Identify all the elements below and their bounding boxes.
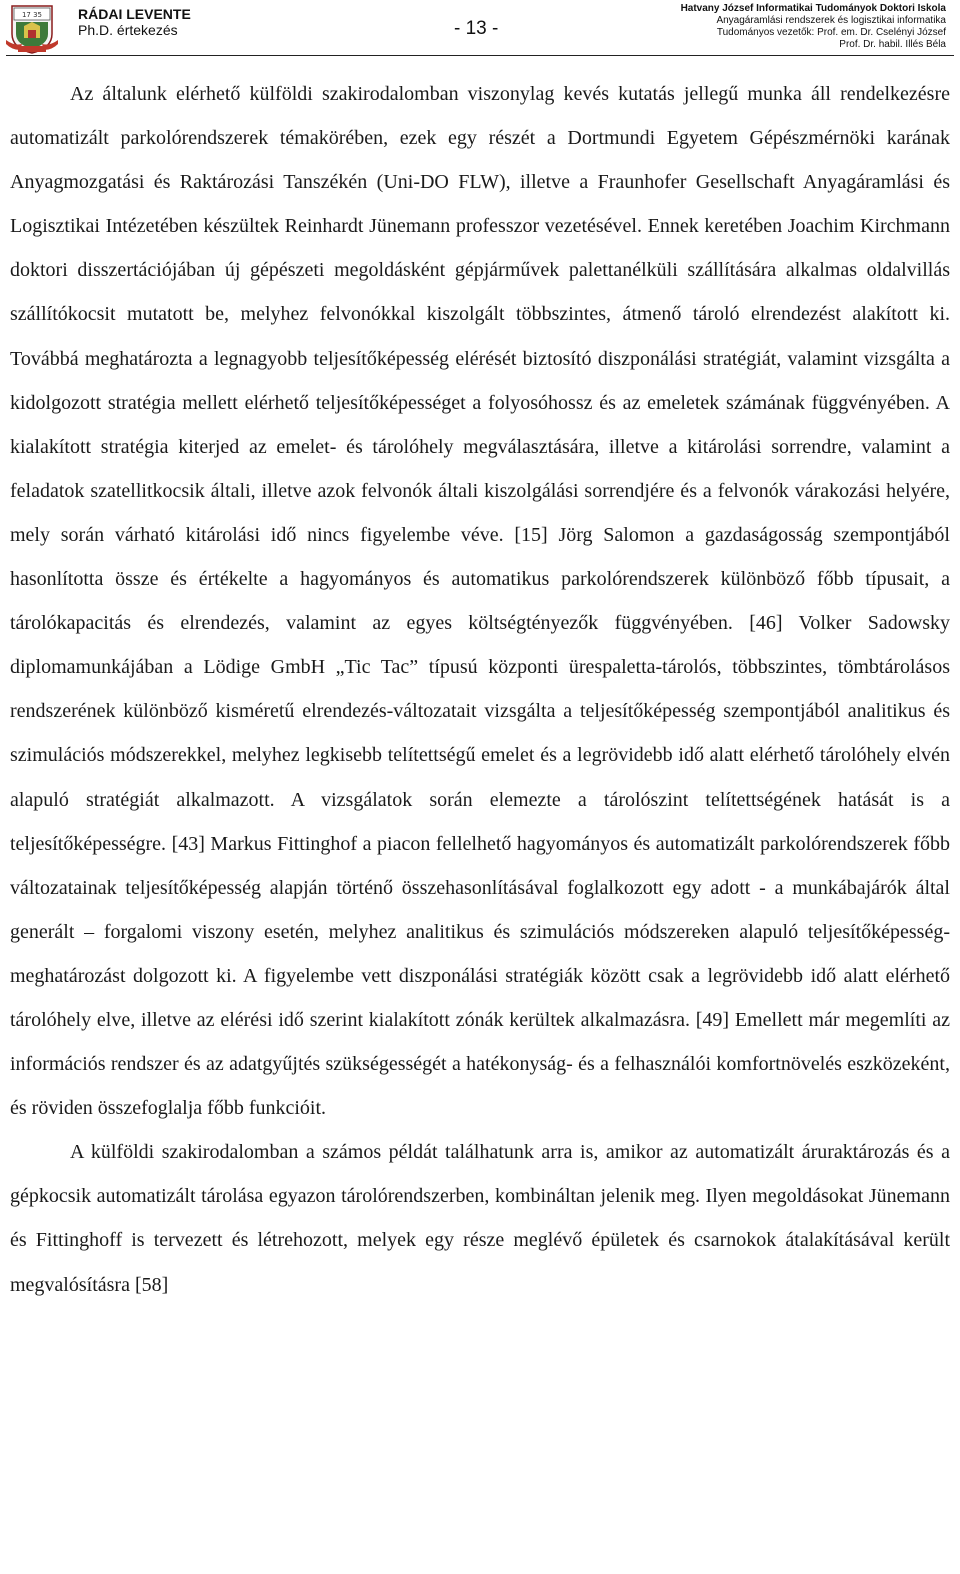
header-divider: [6, 55, 954, 56]
program-name: Anyagáramlási rendszerek és logisztikai informatika: [716, 15, 946, 26]
university-crest-icon: [4, 4, 60, 54]
paragraph: A külföldi szakirodalomban a számos példát találhatunk arra is, amikor az automatizált áruraktározás és a gépkocsik automatizált tárolása egyazon tárolórendszerben, kombináltan jelenik meg. Ilyen megoldásokat Jünemann és Fittinghoff is tervezett és létrehozott, melyek egy része meglévő épületek és csarnokok átalakításával került megvalósításra [58]: [10, 1141, 950, 1296]
paragraph: Az általunk elérhető külföldi szakirodalomban viszonylag kevés kutatás jellegű munka áll rendelkezésre automatizált parkolórendszerek témakörében, ezek egy részét a Dortmundi Egyetem Gépészmérnöki karának Anyagmozgatási és Raktározási Tanszékén (Uni-DO FLW), illetve a Fraunhofer Gesellschaft Anyagáramlási és Logisztikai Intézetében készültek Reinhardt Jünemann professzor vezetésével. Ennek keretében Joachim Kirchmann doktori disszertációjában új gépészeti megoldásként gépjárművek palettanélküli szállítására alkalmas oldalvillás szállítókocsit mutatott be, melyhez felvonókkal kiszolgált többszintes, átmenő tároló elrendezést alakított ki. Továbbá meghatározta a legnagyobb teljesítőképesség elérését biztosító diszponálási stratégiát, valamint vizsgálta a kidolgozott stratégia mellett elérhető teljesítőképességet a folyosóhossz és az emeletek számának függvényében. A kialakított stratégia kiterjed az emelet- és tárolóhely megválasztására, illetve a kitárolási sorrendre, valamint a feladatok szatellitkocsik általi, illetve azok felvonók általi kiszolgálási sorrendjére és a felvonók várakozási helyére, mely során várható kitárolási idő nincs figyelembe véve. [15] Jörg Salomon a gazdaságosság szempontjából hasonlította össze és értékelte a hagyományos és automatikus parkolórendszerek különböző főbb típusait, a tárolókapacitás és elrendezés, valamint az egyes költségtényezők függvényében. [46] Volker Sadowsky diplomamunkájában a Lödige GmbH „Tic Tac” típusú központi ürespaletta-tárolós, többszintes, tömbtárolásos rendszerének különböző kisméretű elrendezés-változatait vizsgálta a teljesítőképesség szempontjából analitikus és szimulációs módszerekkel, melyhez legkisebb telítettségű emelet és a legrövidebb idő alatt elérhető tárolóhely elvén alapuló stratégiát alkalmazott. A vizsgálatok során elemezte a tárolószint telítettségének hatását is a teljesítőképességre. [43] Markus Fittinghof a piacon fellelhető hagyományos és automatizált parkolórendszerek főbb változatainak teljesítőképesség alapján történő összehasonlításával foglalkozott egy adott - a munkábajárók által generált – forgalomi viszony esetén, melyhez analitikus és szimulációs módszereken alapuló teljesítőképesség-meghatározást dolgozott ki. A figyelembe vett diszponálási stratégiák között csak a legrövidebb idő alatt elérhető tárolóhely elve, illetve az elérési idő szerint kialakított zónák kerültek alkalmazásra. [49] Emellett már megemlíti az információs rendszer és az adatgyűjtés szükségességét a hatékonyság- és a felhasználói komfortnövelés eszközeként, és röviden összefoglalja főbb funkcióit.: [10, 83, 950, 1120]
supervisor-line: Tudományos vezetők: Prof. em. Dr. Cselényi József: [716, 27, 946, 38]
svg-text:17 35: 17 35: [21, 11, 43, 19]
page-header: [0, 0, 960, 56]
degree-label: Ph.D. értekezés: [78, 22, 178, 38]
document-body: [10, 72, 950, 1307]
author-name: RÁDAI LEVENTE: [78, 6, 191, 22]
supervisor-line-2: Prof. Dr. habil. Illés Béla: [839, 39, 946, 50]
school-info: [681, 3, 946, 51]
page-number: - 13 -: [454, 18, 499, 39]
school-name: Hatvany József Informatikai Tudományok Doktori Iskola: [680, 3, 946, 14]
